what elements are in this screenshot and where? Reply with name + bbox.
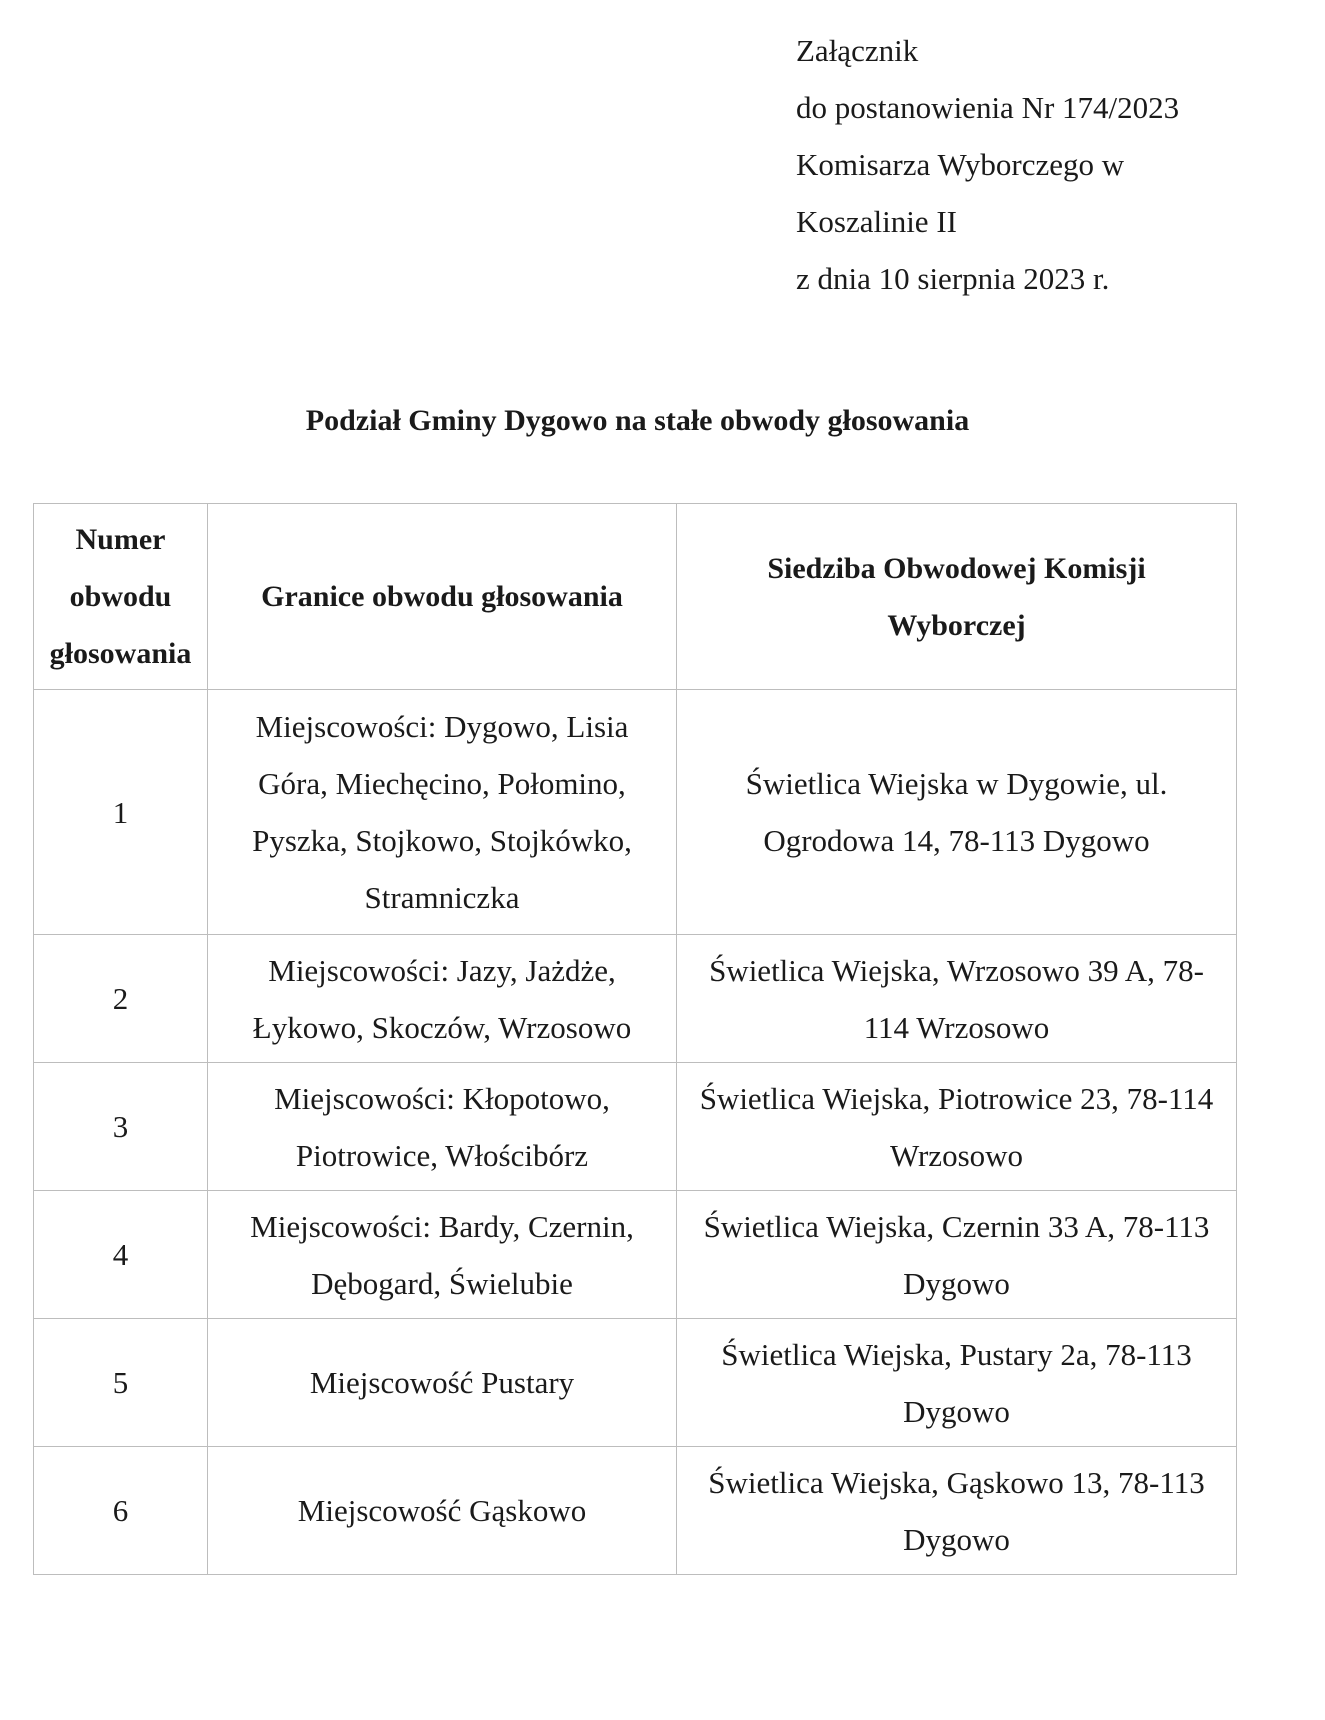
table-row bbox=[34, 1063, 1237, 1191]
table-row bbox=[34, 1191, 1237, 1319]
district-borders: Miejscowości: Dygowo, Lisia Góra, Miechęcino, Połomino, Pyszka, Stojkowo, Stojkówko, Stramniczka bbox=[208, 690, 677, 935]
district-borders: Miejscowości: Bardy, Czernin, Dębogard, Świelubie bbox=[208, 1191, 677, 1319]
district-number: 4 bbox=[34, 1191, 208, 1319]
annex-line: Koszalinie II bbox=[796, 204, 957, 239]
district-borders: Miejscowości: Kłopotowo, Piotrowice, Włościbórz bbox=[208, 1063, 677, 1191]
annex-line: z dnia 10 sierpnia 2023 r. bbox=[796, 261, 1110, 296]
table-header-row bbox=[34, 504, 1237, 690]
district-number: 2 bbox=[34, 935, 208, 1063]
table-row bbox=[34, 690, 1237, 935]
commission-seat: Świetlica Wiejska w Dygowie, ul. Ogrodowa 14, 78-113 Dygowo bbox=[677, 690, 1237, 935]
table-row bbox=[34, 1319, 1237, 1447]
district-borders: Miejscowości: Jazy, Jażdże, Łykowo, Skoczów, Wrzosowo bbox=[208, 935, 677, 1063]
district-number: 6 bbox=[34, 1447, 208, 1575]
commission-seat: Świetlica Wiejska, Gąskowo 13, 78-113 Dygowo bbox=[677, 1447, 1237, 1575]
commission-seat: Świetlica Wiejska, Wrzosowo 39 A, 78-114 Wrzosowo bbox=[677, 935, 1237, 1063]
header-district-number: Numer obwodu głosowania bbox=[34, 504, 208, 690]
voting-districts-table bbox=[33, 503, 1237, 1575]
annex-header bbox=[796, 22, 1179, 307]
district-number: 5 bbox=[34, 1319, 208, 1447]
commission-seat: Świetlica Wiejska, Czernin 33 A, 78-113 Dygowo bbox=[677, 1191, 1237, 1319]
district-number: 1 bbox=[34, 690, 208, 935]
district-number: 3 bbox=[34, 1063, 208, 1191]
annex-line: Komisarza Wyborczego w bbox=[796, 147, 1125, 182]
annex-line: do postanowienia Nr 174/2023 bbox=[796, 90, 1180, 125]
header-commission-seat: Siedziba Obwodowej Komisji Wyborczej bbox=[677, 504, 1237, 690]
commission-seat: Świetlica Wiejska, Piotrowice 23, 78-114 Wrzosowo bbox=[677, 1063, 1237, 1191]
table-row bbox=[34, 1447, 1237, 1575]
annex-line: Załącznik bbox=[796, 33, 919, 68]
table-row bbox=[34, 935, 1237, 1063]
district-borders: Miejscowość Gąskowo bbox=[208, 1447, 677, 1575]
commission-seat: Świetlica Wiejska, Pustary 2a, 78-113 Dygowo bbox=[677, 1319, 1237, 1447]
header-district-borders: Granice obwodu głosowania bbox=[208, 504, 677, 690]
district-borders: Miejscowość Pustary bbox=[208, 1319, 677, 1447]
document-title: Podział Gminy Dygowo na stałe obwody głosowania bbox=[305, 404, 970, 437]
